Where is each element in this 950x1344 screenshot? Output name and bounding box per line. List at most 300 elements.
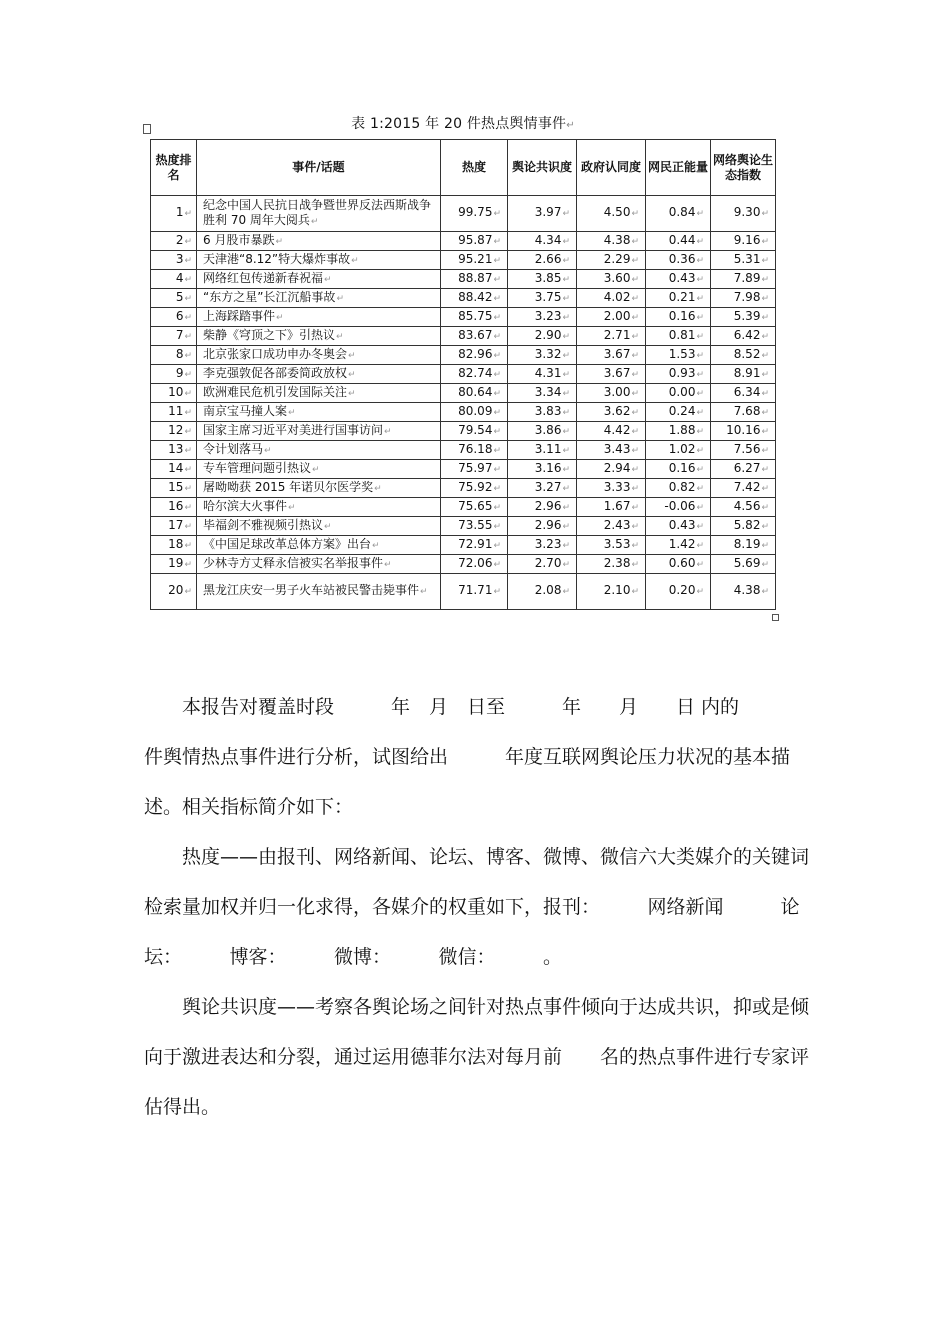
heat-cell-text: 75.92 [458,479,493,494]
heat-cell [441,498,508,517]
cell-end-mark: ↵ [493,312,501,323]
consensus-cell-text: 3.23 [534,308,562,323]
gov-approval-cell [577,196,646,232]
cell-end-mark: ↵ [562,255,570,266]
heat-cell [441,574,508,610]
rank-cell-text: 7 [175,327,184,342]
event-cell-text: 李克强敦促各部委简政放权 [203,365,348,380]
consensus-cell [508,308,577,327]
cell-end-mark: ↵ [631,559,639,570]
heat-cell [441,365,508,384]
cell-end-mark: ↵ [761,312,769,323]
heat-cell [441,327,508,346]
event-cell [197,384,441,403]
cell-end-mark: ↵ [696,464,704,475]
event-cell [197,517,441,536]
ecology-index-cell [711,196,776,232]
consensus-cell [508,536,577,555]
cell-end-mark: ↵ [562,369,570,380]
consensus-cell [508,441,577,460]
ecology-index-cell-text: 8.19 [733,536,761,551]
rank-cell-text: 3 [175,251,184,266]
ecology-index-cell [711,422,776,441]
gov-approval-cell-text: 2.43 [603,517,631,532]
cell-end-mark: ↵ [184,587,192,597]
positive-energy-cell-text: 0.60 [668,555,696,570]
cell-end-mark: ↵ [184,483,192,494]
rank-cell [151,327,197,346]
table-row [151,574,776,610]
cell-end-mark: ↵ [562,426,570,437]
cell-end-mark: ↵ [184,293,192,304]
rank-cell-text: 17 [168,517,184,532]
cell-end-mark: ↵ [184,540,192,551]
ecology-index-cell [711,346,776,365]
cell-end-mark: ↵ [562,236,570,247]
positive-energy-cell-text: 0.93 [668,365,696,380]
consensus-cell [508,498,577,517]
cell-end-mark: ↵ [631,464,639,475]
cell-end-mark: ↵ [761,331,769,342]
positive-energy-cell [646,308,711,327]
consensus-cell [508,574,577,610]
rank-cell [151,479,197,498]
consensus-cell-text: 2.96 [534,517,562,532]
heat-cell [441,422,508,441]
header-rank: 热度排名 [151,140,197,196]
ecology-index-cell [711,270,776,289]
positive-energy-cell [646,365,711,384]
positive-energy-cell-text: 0.43 [668,270,696,285]
table-end-mark [772,614,779,621]
cell-end-mark: ↵ [761,445,769,456]
gov-approval-cell-text: 3.67 [603,346,631,361]
cell-end-mark: ↵ [562,407,570,418]
heat-cell [441,308,508,327]
cell-end-mark: ↵ [761,350,769,361]
ecology-index-cell [711,574,776,610]
consensus-cell-text: 3.34 [534,384,562,399]
cell-end-mark: ↵ [761,483,769,494]
gov-approval-cell [577,460,646,479]
cell-end-mark: ↵ [761,293,769,304]
positive-energy-cell-text: 0.00 [668,384,696,399]
gov-approval-cell-text: 3.67 [603,365,631,380]
consensus-cell [508,289,577,308]
event-cell-text: 纪念中国人民抗日战争暨世界反法西斯战争胜利 70 周年大阅兵 [203,197,432,227]
consensus-cell-text: 3.75 [534,289,562,304]
table-row [151,232,776,251]
cell-end-mark: ↵ [493,331,501,342]
event-cell [197,196,441,232]
cell-end-mark: ↵ [761,464,769,475]
cell-end-mark: ↵ [696,388,704,399]
rank-cell [151,460,197,479]
event-cell [197,574,441,610]
cell-end-mark: ↵ [493,483,501,494]
event-cell [197,422,441,441]
consensus-cell-text: 3.83 [534,403,562,418]
gov-approval-cell [577,346,646,365]
ecology-index-cell-text: 7.56 [733,441,761,456]
consensus-cell [508,555,577,574]
gov-approval-cell [577,365,646,384]
cell-end-mark: ↵ [493,274,501,285]
event-cell [197,555,441,574]
rank-cell-text: 13 [168,441,184,456]
heat-cell [441,555,508,574]
cell-end-mark: ↵ [562,521,570,532]
cell-end-mark: ↵ [631,293,639,304]
heat-cell-text: 95.87 [458,232,493,247]
positive-energy-cell [646,536,711,555]
gov-approval-cell [577,479,646,498]
event-cell-text: 哈尔滨大火事件 [203,498,288,513]
cell-end-mark: ↵ [493,293,501,304]
table-row [151,327,776,346]
cell-end-mark: ↵ [184,274,192,285]
gov-approval-cell-text: 3.33 [603,479,631,494]
cell-end-mark: ↵ [631,236,639,247]
cell-end-mark: ↵ [761,559,769,570]
event-cell-text: 6 月股市暴跌 [203,232,275,247]
positive-energy-cell [646,270,711,289]
cell-end-mark: ↵ [631,369,639,380]
ecology-index-cell [711,555,776,574]
heat-cell-text: 82.96 [458,346,493,361]
event-cell [197,441,441,460]
ecology-index-cell-text: 5.69 [733,555,761,570]
positive-energy-cell-text: 0.82 [668,479,696,494]
paragraph-heat [144,832,814,982]
positive-energy-cell-text: 0.44 [668,232,696,247]
positive-energy-cell [646,441,711,460]
paragraph-consensus [144,982,814,1132]
heat-cell-text: 80.09 [458,403,493,418]
cell-end-mark: ↵ [631,388,639,399]
cell-end-mark: ↵ [761,255,769,266]
positive-energy-cell-text: 0.16 [668,308,696,323]
ecology-index-cell-text: 6.42 [733,327,761,342]
consensus-cell-text: 4.31 [534,365,562,380]
event-cell-text: 北京张家口成功申办冬奥会 [203,346,348,361]
heat-cell-text: 75.65 [458,498,493,513]
cell-end-mark: ↵ [493,369,501,380]
cell-end-mark: ↵ [761,521,769,532]
ecology-index-cell [711,441,776,460]
table-body [151,196,776,610]
positive-energy-cell [646,327,711,346]
table-row [151,196,776,232]
gov-approval-cell [577,289,646,308]
cell-end-mark: ↵ [631,502,639,513]
heat-cell-text: 80.64 [458,384,493,399]
paragraph-intro-text: 本报告对覆盖时段 年 月 日至 年 月 日 内的 件舆情热点事件进行分析，试图给出 年度互联网舆论压力状况的基本描述。相关指标简介如下： [144,696,797,818]
header-gov-approval: 政府认同度 [577,140,646,196]
paragraph-mark: ↵ [566,120,575,131]
gov-approval-cell-text: 2.10 [603,583,631,597]
cell-end-mark: ↵ [631,350,639,361]
gov-approval-cell [577,422,646,441]
cell-end-mark: ↵ [310,216,319,227]
rank-cell-text: 18 [168,536,184,551]
table-row [151,422,776,441]
cell-end-mark: ↵ [493,540,501,551]
cell-end-mark: ↵ [631,483,639,494]
event-cell [197,536,441,555]
paragraph-heat-text: 热度——由报刊、网络新闻、论坛、博客、微博、微信六大类媒介的关键词检索量加权并归一化求得，各媒介的权重如下，报刊： 网络新闻 论坛： 博客： 微博： 微信： 。 [144,846,810,968]
ecology-index-cell-text: 10.16 [726,422,761,437]
cell-end-mark: ↵ [562,559,570,570]
cell-end-mark: ↵ [562,331,570,342]
cell-end-mark: ↵ [336,331,344,342]
cell-end-mark: ↵ [493,426,501,437]
cell-end-mark: ↵ [696,445,704,456]
event-cell-text: 天津港“8.12”特大爆炸事故 [203,251,351,266]
table-row [151,270,776,289]
cell-end-mark: ↵ [562,483,570,494]
cell-end-mark: ↵ [562,209,570,219]
positive-energy-cell-text: -0.06 [664,498,696,513]
ecology-index-cell-text: 7.89 [733,270,761,285]
event-cell [197,365,441,384]
table-row [151,308,776,327]
cell-end-mark: ↵ [184,426,192,437]
cell-end-mark: ↵ [761,407,769,418]
ecology-index-cell [711,536,776,555]
cell-end-mark: ↵ [493,255,501,266]
rank-cell [151,536,197,555]
heat-cell-text: 72.91 [458,536,493,551]
rank-cell [151,517,197,536]
ecology-index-cell-text: 5.31 [733,251,761,266]
cell-end-mark: ↵ [562,293,570,304]
rank-cell-text: 12 [168,422,184,437]
cell-end-mark: ↵ [184,209,192,219]
cell-end-mark: ↵ [562,540,570,551]
cell-end-mark: ↵ [184,407,192,418]
table-row [151,251,776,270]
rank-cell [151,384,197,403]
gov-approval-cell-text: 4.38 [603,232,631,247]
cell-end-mark: ↵ [348,388,356,399]
table-row [151,517,776,536]
cell-end-mark: ↵ [384,426,392,437]
table-row [151,441,776,460]
heat-cell [441,251,508,270]
positive-energy-cell [646,517,711,536]
header-ecology-index: 网络舆论生态指数 [711,140,776,196]
ecology-index-cell [711,365,776,384]
paragraph-intro [144,682,814,832]
consensus-cell [508,365,577,384]
positive-energy-cell [646,460,711,479]
gov-approval-cell [577,384,646,403]
gov-approval-cell-text: 3.00 [603,384,631,399]
cell-end-mark: ↵ [562,388,570,399]
event-cell [197,346,441,365]
cell-end-mark: ↵ [562,502,570,513]
gov-approval-cell [577,270,646,289]
rank-cell-text: 4 [175,270,184,285]
event-cell-text: 上海踩踏事件 [203,308,276,323]
cell-end-mark: ↵ [288,407,296,418]
consensus-cell [508,422,577,441]
consensus-cell [508,479,577,498]
rank-cell-text: 19 [168,555,184,570]
cell-end-mark: ↵ [761,426,769,437]
ecology-index-cell [711,517,776,536]
positive-energy-cell [646,403,711,422]
ecology-index-cell [711,498,776,517]
rank-cell-text: 1 [175,205,184,219]
cell-end-mark: ↵ [384,559,392,570]
gov-approval-cell [577,403,646,422]
cell-end-mark: ↵ [696,426,704,437]
heat-cell-text: 82.74 [458,365,493,380]
event-cell [197,308,441,327]
cell-end-mark: ↵ [631,331,639,342]
positive-energy-cell [646,555,711,574]
ecology-index-cell [711,384,776,403]
positive-energy-cell-text: 1.88 [668,422,696,437]
cell-end-mark: ↵ [696,540,704,551]
gov-approval-cell [577,232,646,251]
consensus-cell-text: 3.27 [534,479,562,494]
rank-cell-text: 15 [168,479,184,494]
rank-cell [151,308,197,327]
positive-energy-cell [646,384,711,403]
cell-end-mark: ↵ [761,388,769,399]
table-row [151,346,776,365]
cell-end-mark: ↵ [336,293,344,304]
cell-end-mark: ↵ [696,274,704,285]
cell-end-mark: ↵ [631,407,639,418]
cell-end-mark: ↵ [631,209,639,219]
header-heat: 热度 [441,140,508,196]
heat-cell-text: 75.97 [458,460,493,475]
ecology-index-cell-text: 5.39 [733,308,761,323]
cell-end-mark: ↵ [562,445,570,456]
heat-cell [441,384,508,403]
cell-end-mark: ↵ [631,426,639,437]
positive-energy-cell-text: 1.53 [668,346,696,361]
positive-energy-cell [646,479,711,498]
rank-cell-text: 11 [168,403,184,418]
cell-end-mark: ↵ [493,521,501,532]
ecology-index-cell-text: 7.98 [733,289,761,304]
table-row [151,555,776,574]
rank-cell-text: 6 [175,308,184,323]
cell-end-mark: ↵ [184,388,192,399]
cell-end-mark: ↵ [631,312,639,323]
positive-energy-cell-text: 0.16 [668,460,696,475]
rank-cell [151,441,197,460]
ecology-index-cell-text: 9.16 [733,232,761,247]
cell-end-mark: ↵ [493,388,501,399]
cell-end-mark: ↵ [696,331,704,342]
rank-cell-text: 9 [175,365,184,380]
consensus-cell-text: 3.85 [534,270,562,285]
cell-end-mark: ↵ [351,255,359,266]
positive-energy-cell [646,251,711,270]
positive-energy-cell-text: 0.24 [668,403,696,418]
paragraph-consensus-text: 舆论共识度——考察各舆论场之间针对热点事件倾向于达成共识，抑或是倾向于激进表达和分裂，通过运用德菲尔法对每月前 名的热点事件进行专家评估得出。 [144,996,810,1118]
heat-cell [441,232,508,251]
gov-approval-cell-text: 3.60 [603,270,631,285]
event-cell-text: 黑龙江庆安一男子火车站被民警击毙事件 [203,583,420,597]
event-cell [197,498,441,517]
table-row [151,384,776,403]
ecology-index-cell-text: 7.42 [733,479,761,494]
consensus-cell [508,517,577,536]
heat-cell-text: 88.87 [458,270,493,285]
cell-end-mark: ↵ [696,209,704,219]
rank-cell [151,422,197,441]
positive-energy-cell-text: 1.02 [668,441,696,456]
cell-end-mark: ↵ [696,587,704,597]
consensus-cell-text: 3.86 [534,422,562,437]
event-cell [197,289,441,308]
header-consensus: 舆论共识度 [508,140,577,196]
rank-cell [151,574,197,610]
heat-cell-text: 95.21 [458,251,493,266]
positive-energy-cell [646,232,711,251]
consensus-cell-text: 2.96 [534,498,562,513]
rank-cell-text: 8 [175,346,184,361]
heat-cell-text: 83.67 [458,327,493,342]
gov-approval-cell [577,251,646,270]
positive-energy-cell [646,422,711,441]
cell-end-mark: ↵ [493,236,501,247]
positive-energy-cell-text: 0.20 [668,583,696,597]
gov-approval-cell-text: 4.42 [603,422,631,437]
header-event: 事件/话题 [197,140,441,196]
positive-energy-cell [646,346,711,365]
cell-end-mark: ↵ [562,587,570,597]
positive-energy-cell-text: 0.43 [668,517,696,532]
rank-cell-text: 2 [175,232,184,247]
gov-approval-cell-text: 2.71 [603,327,631,342]
consensus-cell [508,384,577,403]
cell-end-mark: ↵ [761,540,769,551]
cell-end-mark: ↵ [696,559,704,570]
gov-approval-cell [577,536,646,555]
cell-end-mark: ↵ [493,407,501,418]
rank-cell [151,251,197,270]
cell-end-mark: ↵ [562,464,570,475]
cell-end-mark: ↵ [493,587,501,597]
cell-end-mark: ↵ [184,502,192,513]
ecology-index-cell-text: 4.38 [733,583,761,597]
gov-approval-cell-text: 3.53 [603,536,631,551]
cell-end-mark: ↵ [184,559,192,570]
ecology-index-cell [711,403,776,422]
table-row [151,460,776,479]
rank-cell [151,289,197,308]
cell-end-mark: ↵ [372,540,380,551]
gov-approval-cell-text: 4.50 [603,205,631,219]
ecology-index-cell-text: 6.27 [733,460,761,475]
heat-cell-text: 73.55 [458,517,493,532]
event-cell [197,403,441,422]
rank-cell [151,555,197,574]
positive-energy-cell [646,196,711,232]
rank-cell-text: 16 [168,498,184,513]
consensus-cell [508,251,577,270]
ecology-index-cell-text: 7.68 [733,403,761,418]
event-cell-text: 《中国足球改革总体方案》出台 [203,536,372,551]
